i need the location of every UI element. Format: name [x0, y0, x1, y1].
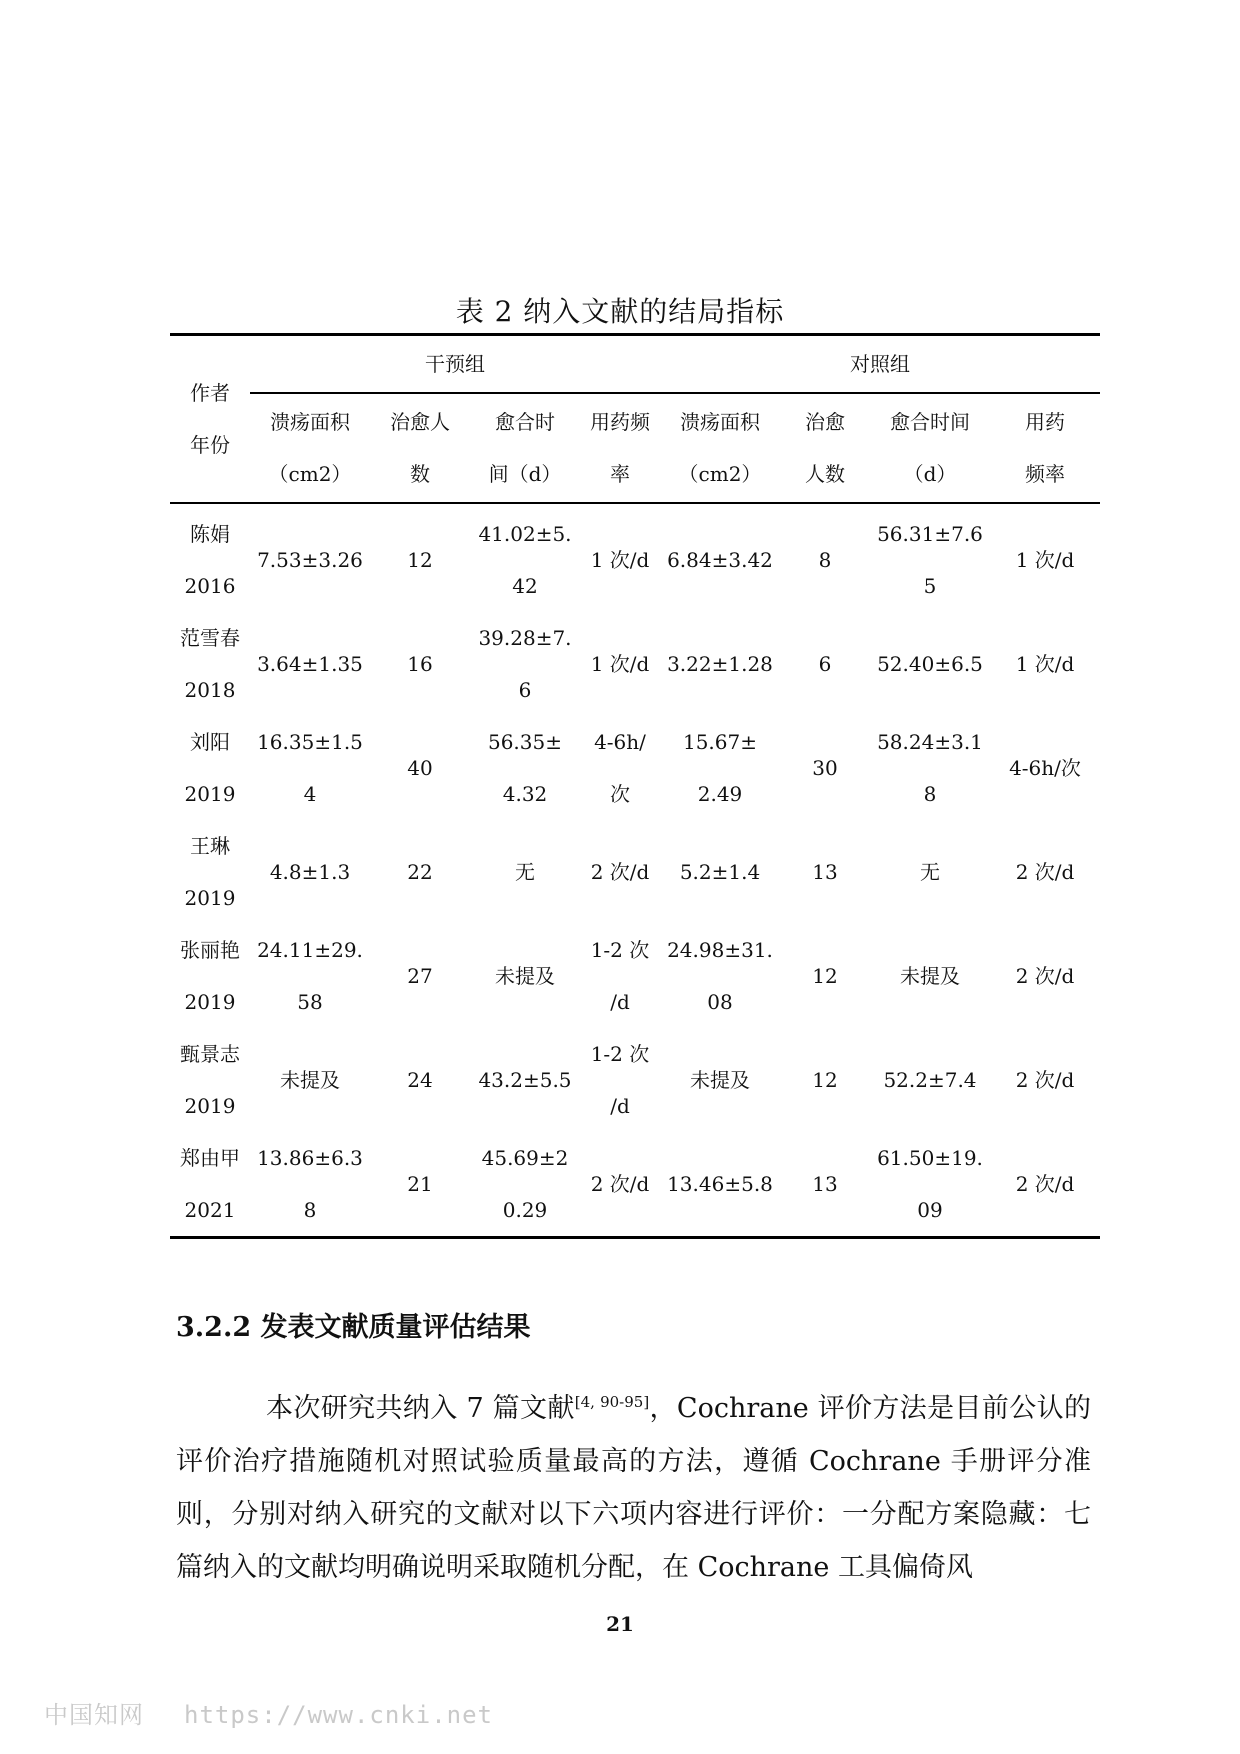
table-cell: 21 [407, 1172, 433, 1196]
author-year-cell: 范雪春 2018 [180, 626, 240, 702]
table-cell: 1 次/d [1015, 548, 1075, 572]
table-cell: 12 [812, 1068, 838, 1092]
table-cell: 无 [515, 860, 535, 884]
table-cell: 12 [812, 964, 838, 988]
column-header: 治愈 人数 [805, 410, 845, 486]
author-year-cell: 张丽艳 2019 [180, 938, 240, 1014]
table-cell: 27 [407, 964, 433, 988]
intervention-group-header: 干预组 [250, 335, 660, 394]
table-row [170, 1028, 1100, 1132]
table-row [170, 503, 1100, 612]
table-row [170, 924, 1100, 1028]
table-cell: 13.86±6.3 8 [257, 1146, 363, 1222]
table-cell: 4-6h/ 次 [594, 730, 646, 806]
table-cell: 1 次/d [1015, 652, 1075, 676]
table-cell: 未提及 [690, 1068, 750, 1092]
table-cell: 13 [812, 860, 838, 884]
table-cell: 45.69±2 0.29 [481, 1146, 569, 1222]
section-heading: 3.2.2 发表文献质量评估结果 [176, 1312, 531, 1343]
table-cell: 56.31±7.6 5 [877, 522, 983, 598]
table-row [170, 716, 1100, 820]
table-cell: 39.28±7. 6 [478, 626, 572, 702]
column-header: 用药频 率 [590, 410, 650, 486]
author-year-cell: 刘阳 2019 [184, 730, 236, 806]
author-year-header: 作者 年份 [170, 335, 250, 504]
author-year-cell: 陈娟 2016 [184, 522, 236, 598]
column-header: 溃疡面积 （cm2） [268, 410, 352, 486]
table-cell: 24 [407, 1068, 433, 1092]
control-group-header: 对照组 [660, 335, 1100, 394]
table-caption: 表 2 纳入文献的结局指标 [455, 295, 785, 328]
table-cell: 未提及 [280, 1068, 340, 1092]
table-row [170, 1132, 1100, 1238]
table-row [170, 820, 1100, 924]
table-cell: 1 次/d [590, 652, 650, 676]
table-cell: 52.40±6.5 [877, 652, 983, 676]
table-cell: 43.2±5.5 [478, 1068, 572, 1092]
table-cell: 16 [407, 652, 433, 676]
table-cell: 13.46±5.8 [667, 1172, 773, 1196]
column-header: 愈合时间 （d） [890, 410, 970, 486]
table-cell: 41.02±5. 42 [478, 522, 572, 598]
table-cell: 6 [818, 652, 832, 676]
table-cell: 52.2±7.4 [883, 1068, 977, 1092]
author-year-cell: 郑由甲 2021 [180, 1146, 240, 1222]
table-cell: 56.35± 4.32 [487, 730, 562, 806]
table-cell: 13 [812, 1172, 838, 1196]
table-cell: 6.84±3.42 [667, 548, 773, 572]
table-cell: 30 [812, 756, 838, 780]
table-row [170, 612, 1100, 716]
table-cell: 1-2 次 /d [590, 1042, 650, 1118]
table-cell: 2 次/d [590, 1172, 650, 1196]
table-cell: 24.98±31. 08 [667, 938, 773, 1014]
table-cell: 7.53±3.26 [257, 548, 363, 572]
table-cell: 1-2 次 /d [590, 938, 650, 1014]
table-cell: 15.67± 2.49 [682, 730, 757, 806]
table-cell: 2 次/d [1015, 1172, 1075, 1196]
table-cell: 61.50±19. 09 [877, 1146, 983, 1222]
table-cell: 2 次/d [1015, 964, 1075, 988]
table-cell: 22 [407, 860, 433, 884]
author-year-cell: 甄景志 2019 [180, 1042, 240, 1118]
table-cell: 未提及 [900, 964, 960, 988]
table-cell: 5.2±1.4 [679, 860, 761, 884]
author-year-cell: 王琳 2019 [184, 834, 236, 910]
table-cell: 3.22±1.28 [667, 652, 773, 676]
citation: [4, 90-95] [574, 1393, 650, 1411]
watermark-brand: 中国知网 [44, 1701, 144, 1729]
table-cell: 无 [920, 860, 940, 884]
column-header: 溃疡面积 （cm2） [678, 410, 762, 486]
watermark [44, 1695, 493, 1730]
table-cell: 4-6h/次 [1009, 756, 1081, 780]
table-cell: 未提及 [495, 964, 555, 988]
table-cell: 3.64±1.35 [257, 652, 363, 676]
table-cell: 16.35±1.5 4 [257, 730, 363, 806]
column-header: 用药 频率 [1025, 410, 1065, 486]
page-number: 21 [606, 1612, 634, 1636]
table-cell: 24.11±29. 58 [257, 938, 363, 1014]
table-cell: 2 次/d [590, 860, 650, 884]
table-cell: 2 次/d [1015, 1068, 1075, 1092]
table-cell: 58.24±3.1 8 [877, 730, 983, 806]
column-header: 治愈人 数 [390, 410, 450, 486]
outcome-table [170, 333, 1100, 1239]
table-cell: 8 [818, 548, 832, 572]
table-cell: 2 次/d [1015, 860, 1075, 884]
column-header: 愈合时 间（d） [488, 410, 562, 486]
table-cell: 4.8±1.3 [269, 860, 351, 884]
watermark-url: https://www.cnki.net [184, 1701, 493, 1729]
body-paragraph: 本次研究共纳入 7 篇文献[4, 90-95]，Cochrane 评价方法是目前公认的评价治疗措施随机对照试验质量最高的方法，遵循 Cochrane 手册评分准则，分别对纳入研究的文献对以下六项内容进行评价：一分配方案隐藏：七篇纳入的文献均明确说明采取随机分配，在 Cochrane 工具偏倚风 [176, 1393, 1091, 1583]
table-cell: 1 次/d [590, 548, 650, 572]
table-cell: 12 [407, 548, 433, 572]
table-cell: 40 [407, 756, 433, 780]
